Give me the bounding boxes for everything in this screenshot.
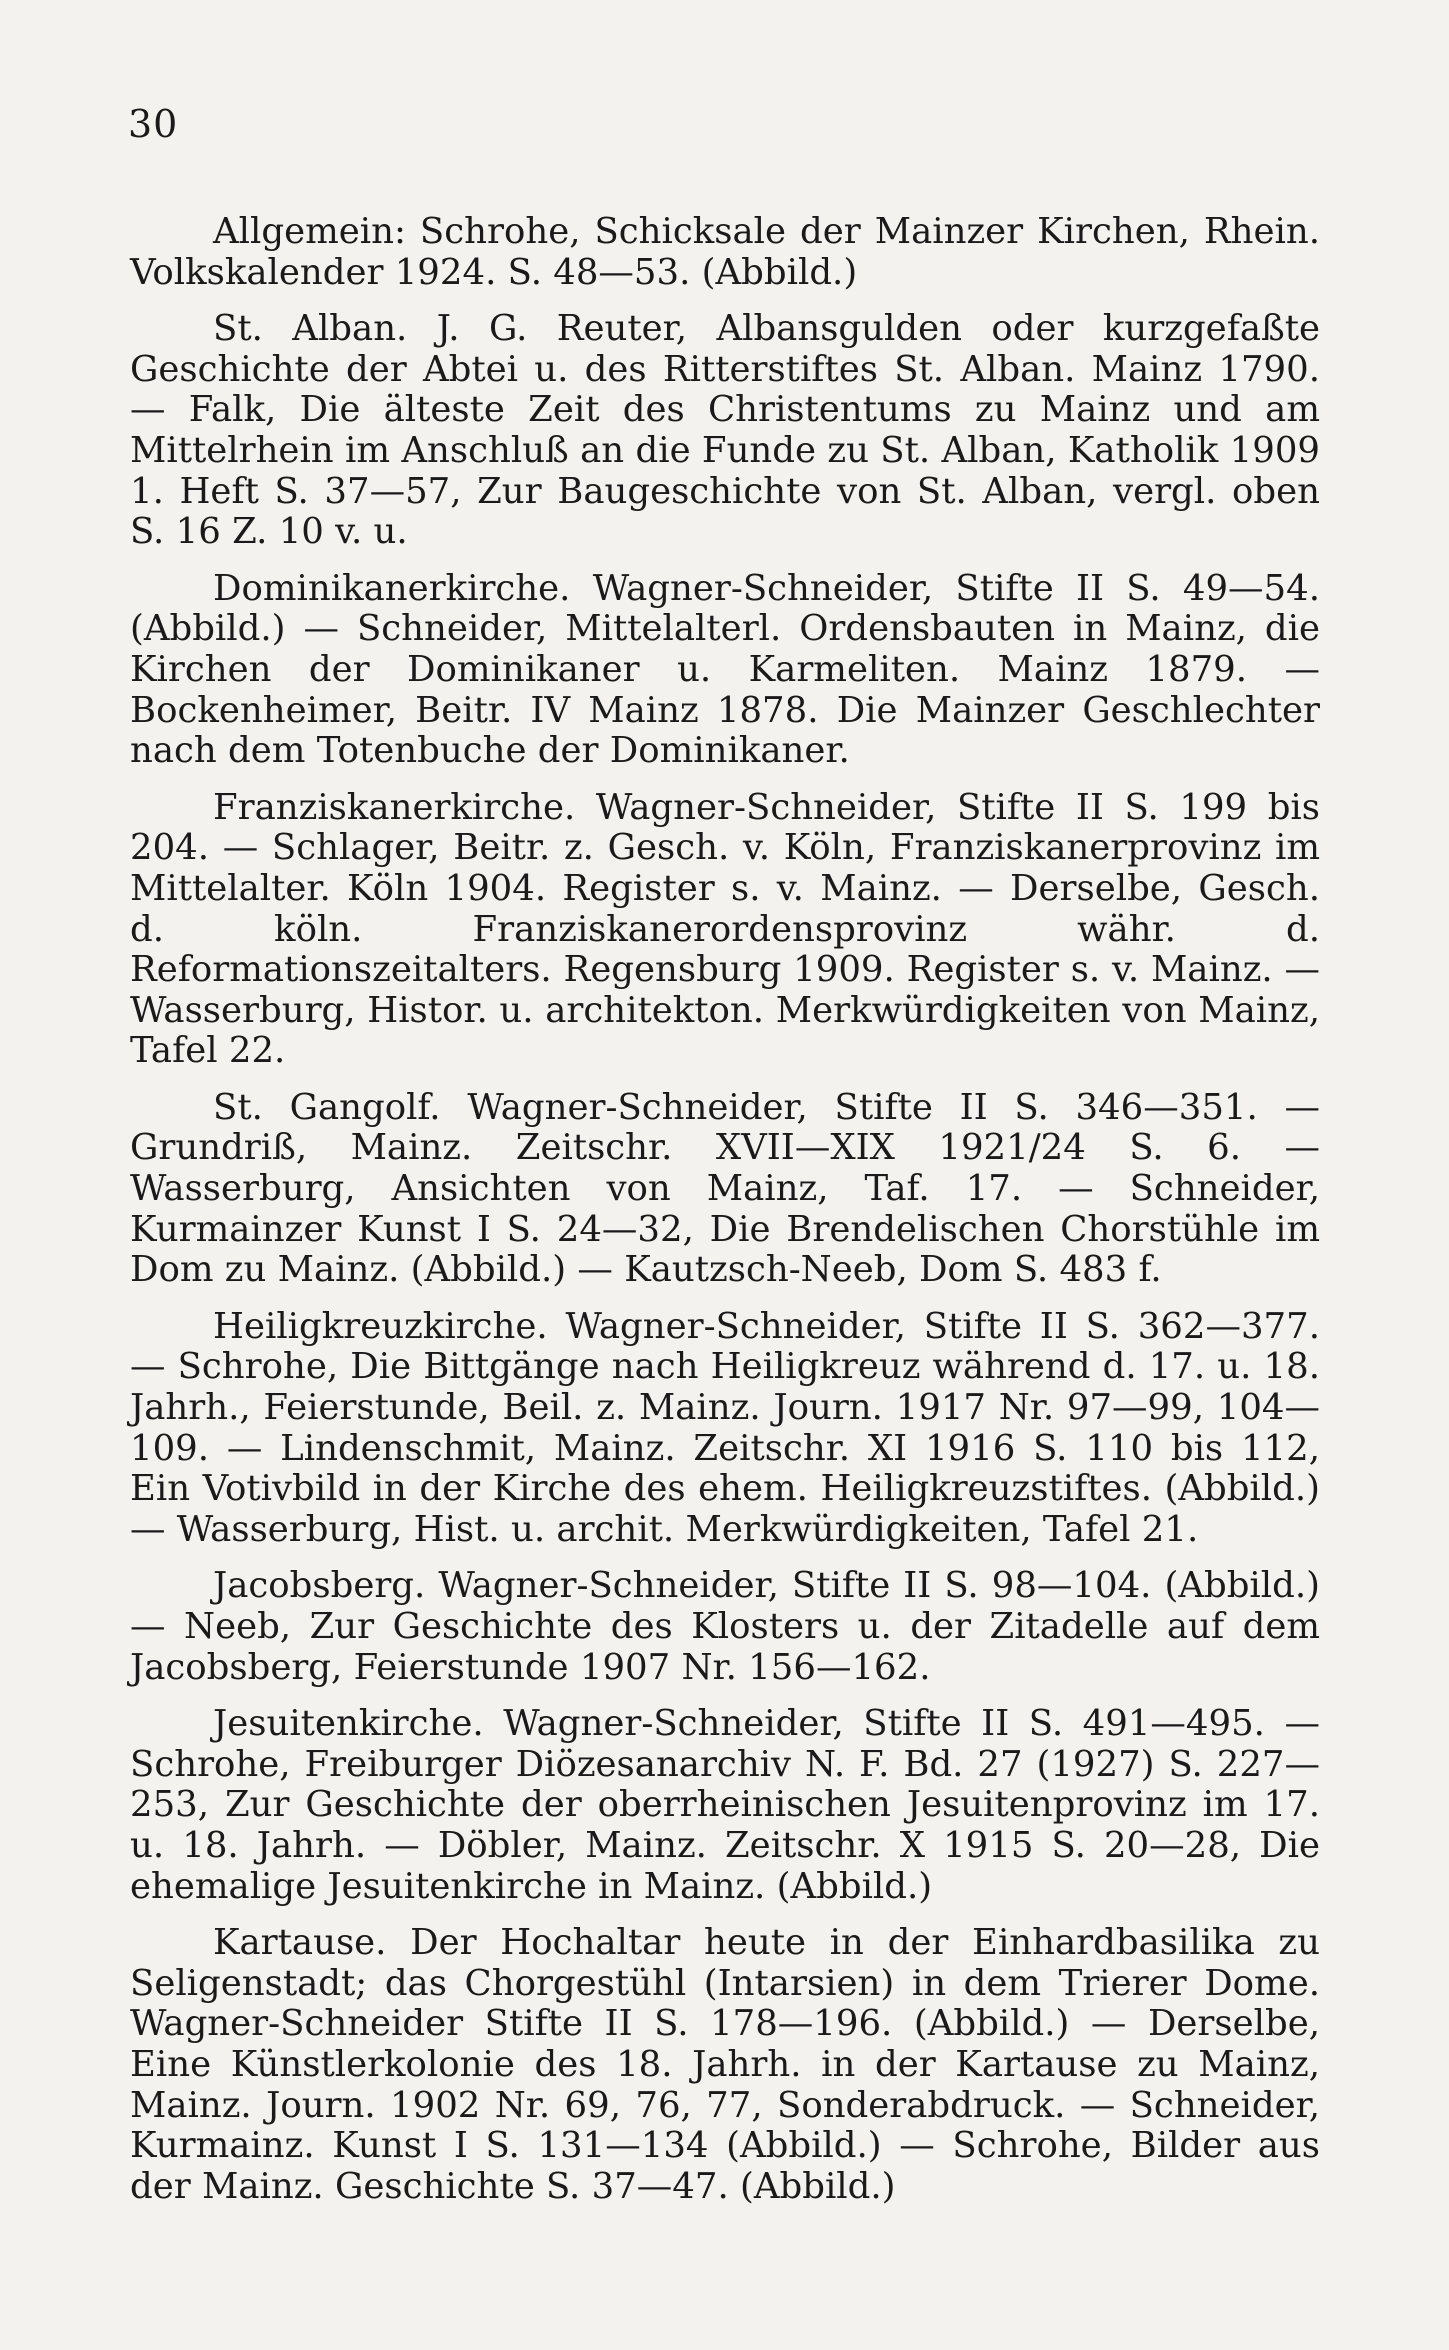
entry-allgemein: Allgemein: Schrohe, Schicksale der Mainzer Kirchen, Rhein. Volkskalender 1924. S. 48—53. (Abbild.) <box>130 211 1320 293</box>
entry-heiligkreuzkirche: Heiligkreuzkirche. Wagner-Schneider, Stifte II S. 362—377. — Schrohe, Die Bittgänge nach Heiligkreuz während d. 17. u. 18. Jahrh., Feierstunde, Beil. z. Mainz. Journ. 1917 Nr. 97—99, 104—109. — Lindenschmit, Mainz. Zeitschr. XI 1916 S. 110 bis 112, Ein Votivbild in der Kirche des ehem. Heiligkreuzstiftes. (Abbild.) — Wasserburg, Hist. u. archit. Merkwürdigkeiten, Tafel 21. <box>130 1305 1320 1550</box>
page-number: 30 <box>128 102 179 146</box>
entry-st-alban: St. Alban. J. G. Reuter, Albansgulden oder kurzgefaßte Geschichte der Abtei u. des Ritterstiftes St. Alban. Mainz 1790. — Falk, Die älteste Zeit des Christentums zu Mainz und am Mittelrhein im Anschluß an die Funde zu St. Alban, Katholik 1909 1. Heft S. 37—57, Zur Baugeschichte von St. Alban, vergl. oben S. 16 Z. 10 v. u. <box>130 308 1320 553</box>
entry-st-gangolf: St. Gangolf. Wagner-Schneider, Stifte II S. 346—351. — Grundriß, Mainz. Zeitschr. XVII—XIX 1921/24 S. 6. — Wasserburg, Ansichten von Mainz, Taf. 17. — Schneider, Kurmainzer Kunst I S. 24—32, Die Brendelischen Chorstühle im Dom zu Mainz. (Abbild.) — Kautzsch-Neeb, Dom S. 483 f. <box>130 1086 1320 1291</box>
entry-dominikanerkirche: Dominikanerkirche. Wagner-Schneider, Stifte II S. 49—54. (Abbild.) — Schneider, Mittelalterl. Ordensbauten in Mainz, die Kirchen der Dominikaner u. Karmeliten. Mainz 1879. — Bockenheimer, Beitr. IV Mainz 1878. Die Mainzer Geschlechter nach dem Totenbuche der Dominikaner. <box>130 567 1320 772</box>
entry-jesuitenkirche: Jesuitenkirche. Wagner-Schneider, Stifte II S. 491—495. — Schrohe, Freiburger Diözesanarchiv N. F. Bd. 27 (1927) S. 227—253, Zur Geschichte der oberrheinischen Jesuitenprovinz im 17. u. 18. Jahrh. — Döbler, Mainz. Zeitschr. X 1915 S. 20—28, Die ehemalige Jesuitenkirche in Mainz. (Abbild.) <box>130 1703 1320 1907</box>
entry-kartause: Kartause. Der Hochaltar heute in der Einhardbasilika zu Seligenstadt; das Chorgestühl (Intarsien) in dem Trierer Dome. Wagner-Schneider Stifte II S. 178—196. (Abbild.) — Derselbe, Eine Künstlerkolonie des 18. Jahrh. in der Kartause zu Mainz, Mainz. Journ. 1902 Nr. 69, 76, 77, Sonderabdruck. — Schneider, Kurmainz. Kunst I S. 131—134 (Abbild.) — Schrohe, Bilder aus der Mainz. Geschichte S. 37—47. (Abbild.) <box>130 1922 1320 2207</box>
entry-franziskanerkirche: Franziskanerkirche. Wagner-Schneider, Stifte II S. 199 bis 204. — Schlager, Beitr. z. Gesch. v. Köln, Franziskanerprovinz im Mittelalter. Köln 1904. Register s. v. Mainz. — Derselbe, Gesch. d. köln. Franziskanerordensprovinz währ. d. Reformationszeitalters. Regensburg 1909. Register s. v. Mainz. — Wasserburg, Histor. u. architekton. Merkwürdigkeiten von Mainz, Tafel 22. <box>130 786 1320 1072</box>
entry-jacobsberg: Jacobsberg. Wagner-Schneider, Stifte II S. 98—104. (Abbild.) — Neeb, Zur Geschichte des Klosters u. der Zitadelle auf dem Jacobsberg, Feierstunde 1907 Nr. 156—162. <box>130 1565 1320 1688</box>
bibliography-text <box>130 212 1320 2223</box>
